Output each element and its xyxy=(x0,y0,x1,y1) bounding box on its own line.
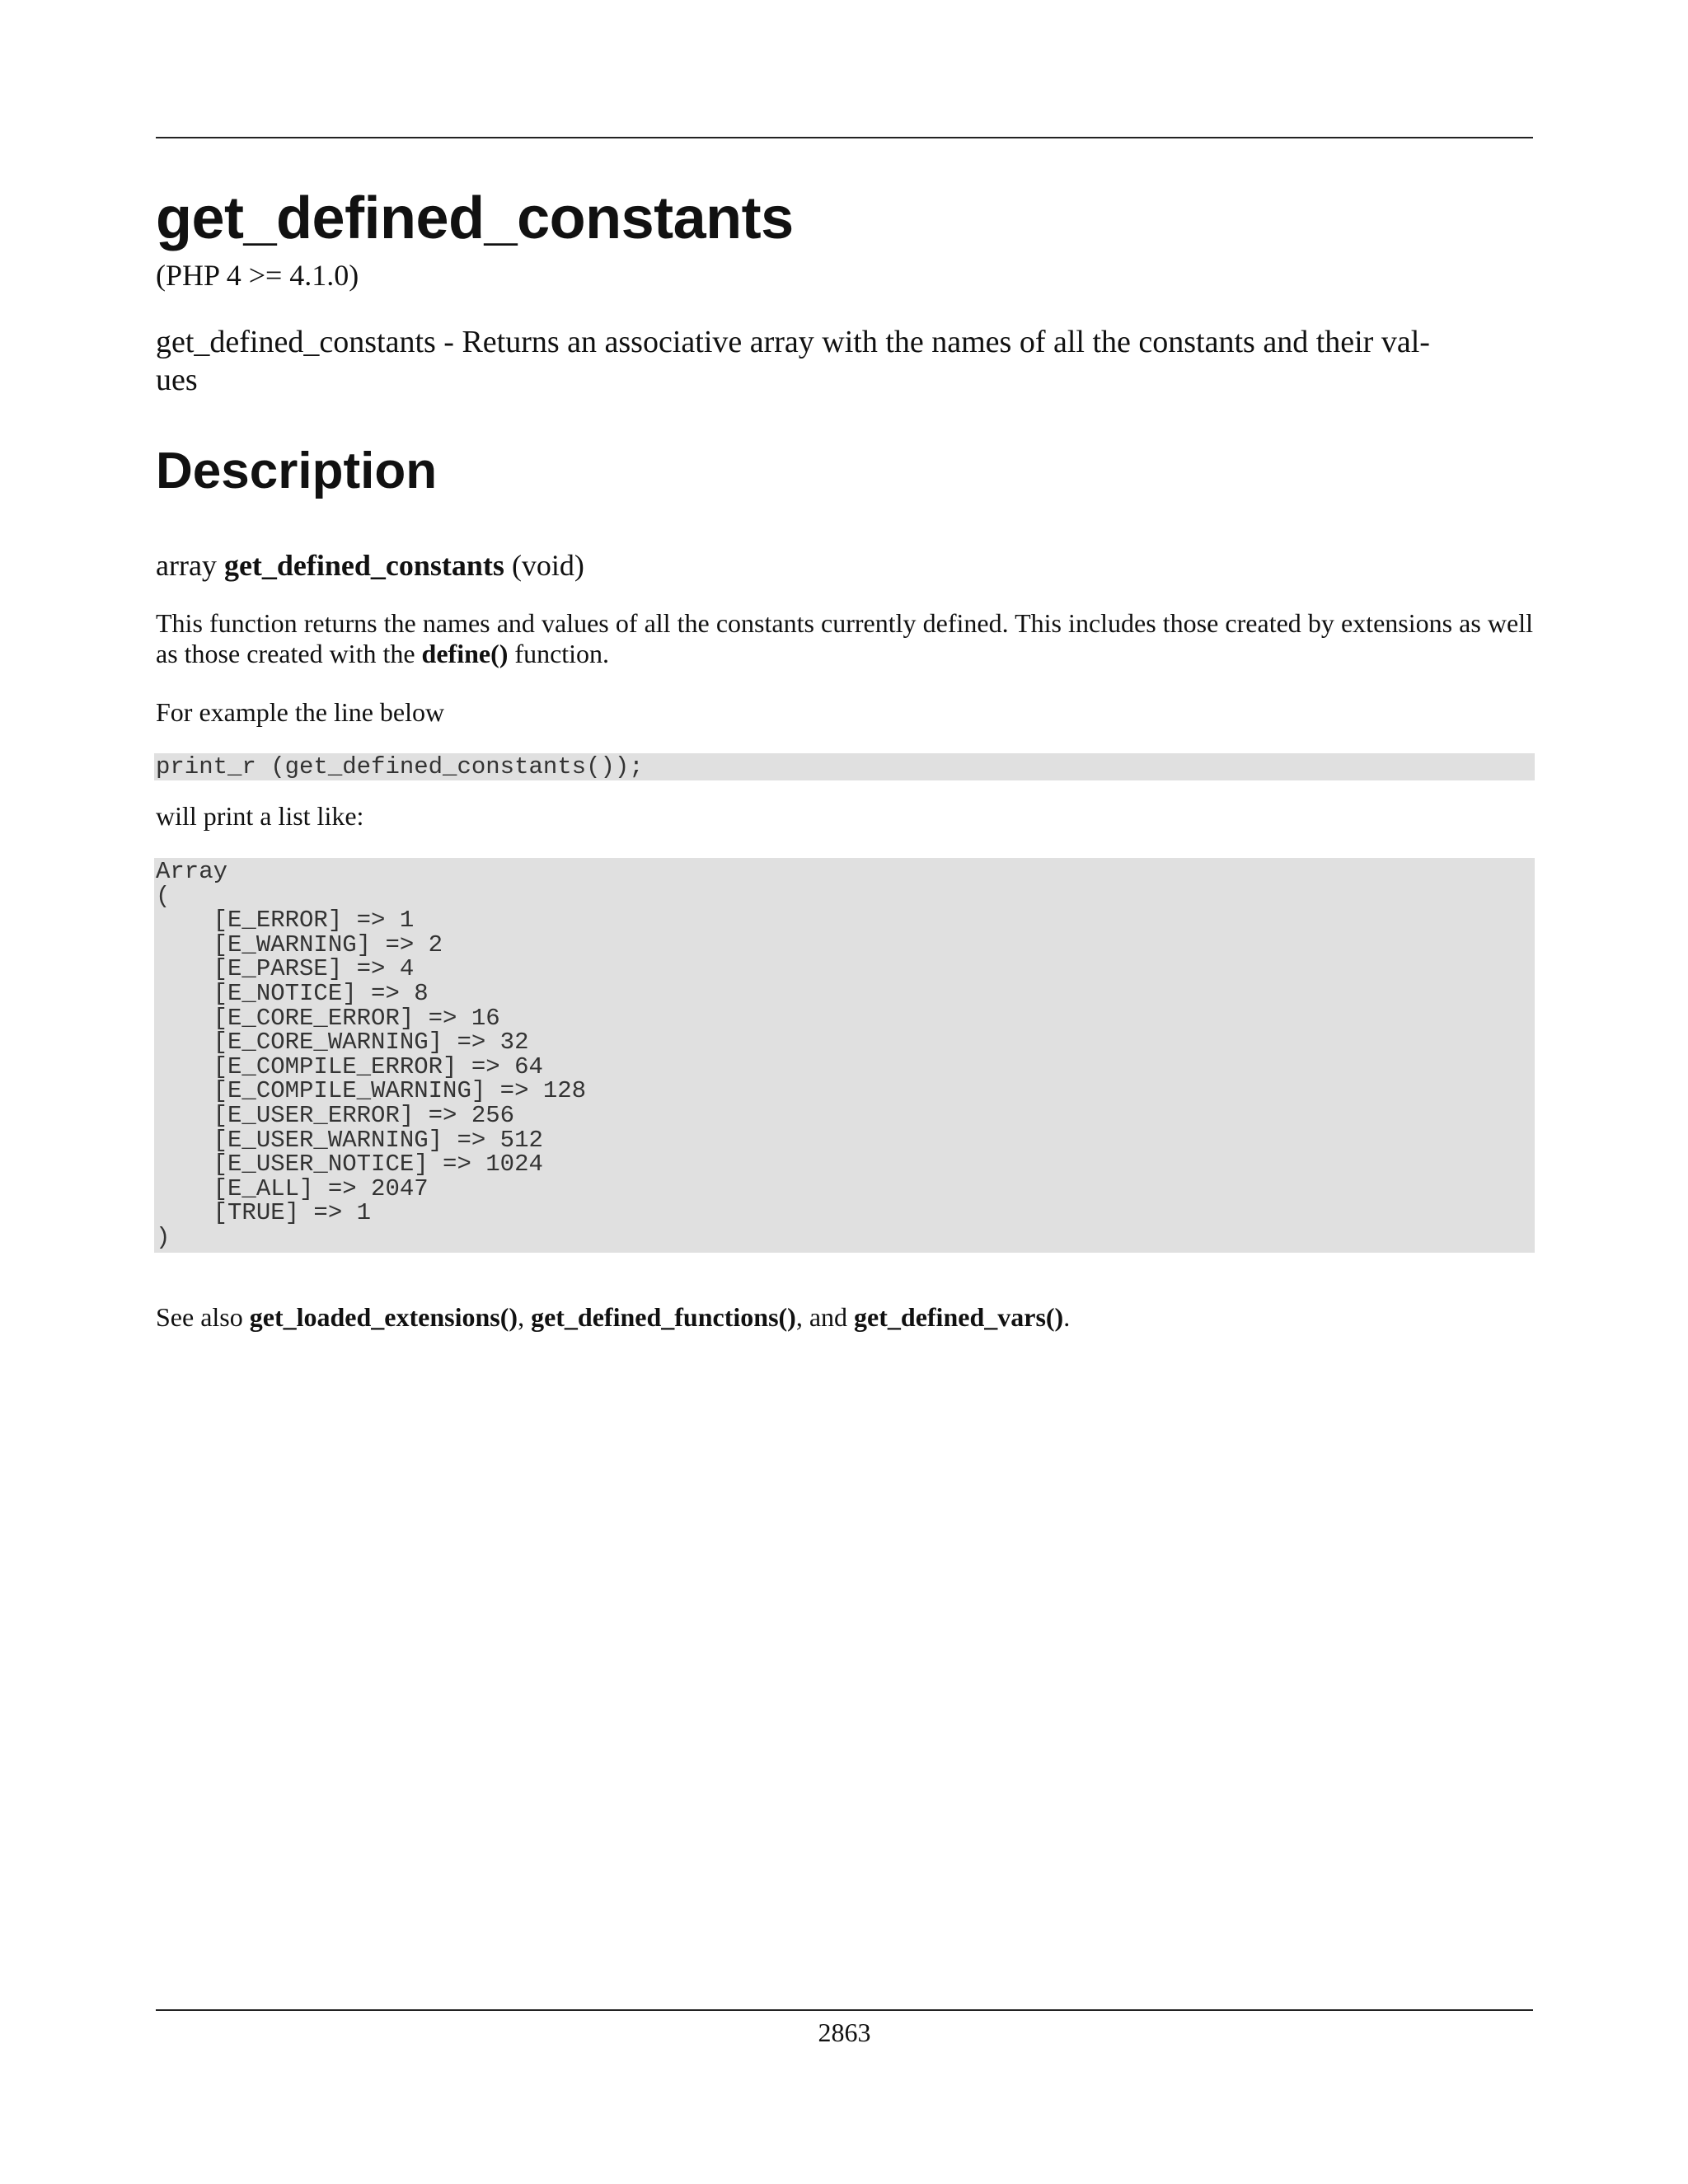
header-rule xyxy=(156,137,1533,138)
refpurpose-line2: ues xyxy=(156,363,198,397)
section-heading-description: Description xyxy=(156,443,438,499)
define-function-ref: define() xyxy=(421,639,509,668)
see-also-sep: , and xyxy=(795,1302,855,1332)
page-number: 2863 xyxy=(818,2018,871,2047)
document-page xyxy=(156,0,1533,2184)
see-also xyxy=(156,1302,1533,1333)
refpurpose-line1: get_defined_constants - Returns an associative array with the names of all the constants and their val- xyxy=(156,325,1430,359)
code-output: Array ( [E_ERROR] => 1 [E_WARNING] => 2 [E_PARSE] => 4 [E_NOTICE] => 8 [E_CORE_ERROR] => 16 [E_CORE_WARNING] => 32 [E_COMPILE_ERROR] => 64 [E_COMPILE_WARNING] => 128 [E_USER_ERROR] => 256 [E_USER_WARNING] => 512 [E_USER_NOTICE] => 1024 [E_ALL] => 2047 [TRUE] => 1 ) xyxy=(154,858,1535,1253)
example-intro: For example the line below xyxy=(156,697,445,727)
signature-return-type: array xyxy=(156,549,217,582)
code-example: print_r (get_defined_constants()); xyxy=(154,753,1535,780)
see-also-prefix: See also xyxy=(156,1302,250,1332)
see-also-sep: , xyxy=(518,1302,532,1332)
para1-text: This function returns the names and values of all the constants currently defined. This includes those created by extensions as well as those created with the xyxy=(156,608,1533,668)
see-also-link-loaded-extensions: get_loaded_extensions() xyxy=(249,1302,518,1332)
output-intro: will print a list like: xyxy=(156,801,364,831)
version-info: (PHP 4 >= 4.1.0) xyxy=(156,259,359,292)
signature-function-name: get_defined_constants xyxy=(223,549,504,582)
see-also-link-defined-vars: get_defined_vars() xyxy=(854,1302,1064,1332)
see-also-suffix: . xyxy=(1063,1302,1071,1332)
function-signature xyxy=(156,547,584,583)
refpurpose xyxy=(156,323,1533,399)
see-also-link-defined-functions: get_defined_functions() xyxy=(531,1302,796,1332)
description-paragraph xyxy=(156,608,1533,669)
para1-text-end: function. xyxy=(508,639,610,668)
signature-params: (void) xyxy=(511,549,584,582)
page-title: get_defined_constants xyxy=(156,185,794,251)
footer-rule xyxy=(156,2009,1533,2011)
